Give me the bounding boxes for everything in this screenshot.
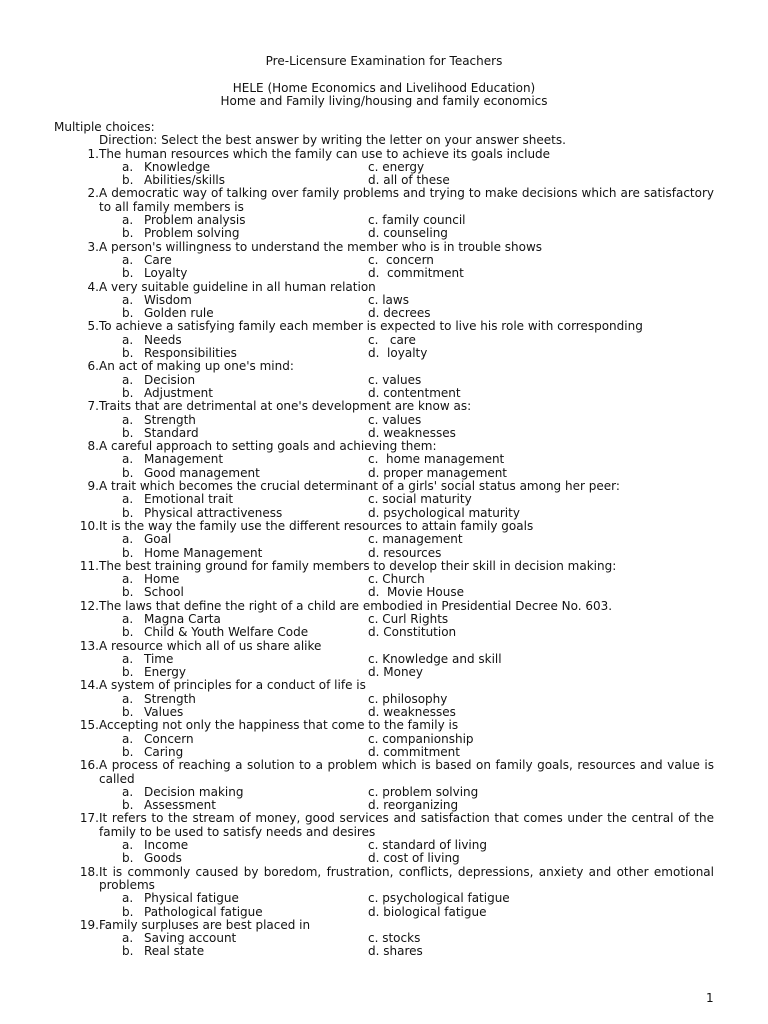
option-c: c. care [368,332,416,347]
option-a [122,533,368,546]
option-letter: b. [122,346,134,361]
option-text: Time [144,651,174,666]
option-letter: a. [122,572,134,587]
option-b [122,267,368,280]
option-d: d. weaknesses [368,705,456,720]
option-text: Abilities/skills [144,173,225,188]
answer-options [0,453,768,480]
option-a [122,733,368,746]
question-stem [0,360,768,373]
option-text: Pathological fatigue [144,904,263,919]
option-text: Good management [144,465,260,480]
option-letter: a. [122,332,134,347]
option-letter: a. [122,838,134,853]
option-letter: b. [122,798,134,813]
question-item [0,241,768,281]
question-number: 11. [79,558,99,573]
option-d: d. proper management [368,465,508,480]
option-text: Home Management [144,545,263,560]
question-stem [0,919,768,932]
option-d: d. psychological maturity [368,505,520,520]
question-stem [0,400,768,413]
question-text: The laws that define the right of a child are embodied in Presidential Decree No. 603. [99,598,613,613]
option-a [122,693,368,706]
option-a [122,161,368,174]
option-c: c. standard of living [368,838,487,853]
option-letter: b. [122,226,134,241]
page-number: 1 [706,991,714,1005]
question-item [0,400,768,440]
question-text: It is the way the family use the different resources to attain family goals [99,518,534,533]
option-text: Values [144,705,184,720]
option-a [122,892,368,905]
question-text: Traits that are detrimental at one's development are know as: [99,399,472,414]
question-item [0,320,768,360]
question-stem [0,241,768,254]
question-text: A resource which all of us share alike [99,638,322,653]
option-b [122,706,368,719]
question-stem [0,866,768,893]
option-text: Management [144,452,224,467]
question-text: A system of principles for a conduct of life is [99,678,366,693]
option-text: Strength [144,691,196,706]
question-number: 18. [79,864,99,879]
option-letter: b. [122,465,134,480]
question-text: It refers to the stream of money, good services and satisfaction that comes under the central of the family to be used to satisfy needs and desires [99,811,714,839]
answer-options [0,932,768,959]
option-text: Real state [144,944,205,959]
question-stem [0,679,768,692]
option-b [122,906,368,919]
option-letter: a. [122,492,134,507]
option-b [122,547,368,560]
answer-options [0,693,768,720]
option-letter: a. [122,611,134,626]
option-c: c. concern [368,252,434,267]
option-letter: b. [122,665,134,680]
option-text: Goods [144,851,182,866]
option-b [122,666,368,679]
question-stem [0,640,768,653]
answer-options [0,493,768,520]
question-text: The human resources which the family can use to achieve its goals include [99,146,551,161]
answer-options [0,414,768,441]
option-letter: b. [122,904,134,919]
question-stem [0,600,768,613]
question-text: A process of reaching a solution to a problem which is based on family goals, resources and value is called [99,758,714,786]
option-letter: b. [122,705,134,720]
option-text: Emotional trait [144,492,234,507]
question-item [0,719,768,759]
option-c: c. Curl Rights [368,611,449,626]
option-c: c. management [368,532,463,547]
question-number: 9. [87,479,99,494]
option-text: Magna Carta [144,611,221,626]
option-letter: a. [122,891,134,906]
option-d: d. resources [368,545,442,560]
question-text: A democratic way of talking over family problems and trying to make decisions which are satisfactory to all family members is [99,186,714,214]
option-text: Decision [144,372,196,387]
option-a [122,493,368,506]
question-number: 14. [79,678,99,693]
questions-container [0,148,768,959]
option-letter: a. [122,452,134,467]
option-c: c. Knowledge and skill [368,651,502,666]
question-number: 15. [79,718,99,733]
option-b [122,467,368,480]
option-text: Physical fatigue [144,891,239,906]
option-d: d. contentment [368,385,461,400]
option-letter: a. [122,532,134,547]
question-text: To achieve a satisfying family each member is expected to live his role with corresponding [99,319,643,334]
option-letter: b. [122,851,134,866]
question-item [0,759,768,812]
option-b [122,507,368,520]
option-a [122,294,368,307]
option-d: d. counseling [368,226,448,241]
option-letter: b. [122,173,134,188]
option-letter: b. [122,505,134,520]
question-item [0,640,768,680]
option-c: c. values [368,372,422,387]
option-c: c. psychological fatigue [368,891,510,906]
option-letter: b. [122,306,134,321]
option-b [122,852,368,865]
question-item [0,866,768,919]
option-letter: a. [122,159,134,174]
question-item [0,812,768,865]
option-c: c. home management [368,452,505,467]
question-number: 1. [87,146,99,161]
answer-options [0,533,768,560]
option-text: Needs [144,332,182,347]
option-letter: a. [122,372,134,387]
option-b [122,945,368,958]
option-letter: a. [122,412,134,427]
question-number: 4. [87,279,99,294]
question-number: 13. [79,638,99,653]
question-stem [0,320,768,333]
question-stem [0,719,768,732]
question-number: 6. [87,359,99,374]
option-b [122,427,368,440]
answer-options [0,161,768,188]
option-text: Knowledge [144,159,210,174]
option-c: c. Church [368,572,425,587]
question-text: An act of making up one's mind: [99,359,294,374]
question-number: 7. [87,399,99,414]
option-a [122,613,368,626]
option-text: Wisdom [144,292,192,307]
option-text: Care [144,252,172,267]
option-c: c. energy [368,159,425,174]
option-a [122,653,368,666]
exam-title: Pre-Licensure Examination for Teachers [265,54,503,68]
option-d: d. weaknesses [368,425,456,440]
question-number: 3. [87,239,99,254]
option-a [122,932,368,945]
direction-text: Direction: Select the best answer by writing the letter on your answer sheets. [99,133,566,148]
option-b [122,227,368,240]
option-letter: b. [122,625,134,640]
option-letter: a. [122,931,134,946]
option-b [122,799,368,812]
question-stem [0,148,768,161]
question-stem [0,480,768,493]
option-text: Strength [144,412,196,427]
question-stem [0,281,768,294]
section-title: Multiple choices: [54,120,155,134]
option-letter: b. [122,944,134,959]
option-d: d. decrees [368,306,431,321]
option-d: d. cost of living [368,851,460,866]
option-b [122,307,368,320]
question-stem [0,759,768,786]
option-c: c. companionship [368,731,474,746]
option-a [122,573,368,586]
question-number: 10. [79,518,99,533]
question-number: 2. [87,186,99,201]
option-a [122,254,368,267]
answer-options [0,334,768,361]
question-text: A careful approach to setting goals and achieving them: [99,439,437,454]
question-text: A person's willingness to understand the member who is in trouble shows [99,239,543,254]
question-text: It is commonly caused by boredom, frustration, conflicts, depressions, anxiety and other emotional problems [99,864,714,892]
answer-options [0,254,768,281]
option-letter: b. [122,425,134,440]
question-number: 8. [87,439,99,454]
question-text: The best training ground for family members to develop their skill in decision making: [99,558,617,573]
option-text: Home [144,572,180,587]
question-number: 19. [79,917,99,932]
question-text: A very suitable guideline in all human relation [99,279,376,294]
option-c: c. problem solving [368,784,479,799]
option-text: Loyalty [144,266,188,281]
question-number: 12. [79,598,99,613]
option-letter: a. [122,213,134,228]
option-a [122,414,368,427]
option-d: d. Money [368,665,424,680]
option-text: Income [144,838,189,853]
option-letter: a. [122,252,134,267]
option-d: d. biological fatigue [368,904,487,919]
option-b [122,347,368,360]
option-c: c. values [368,412,422,427]
question-item [0,148,768,188]
option-text: Problem solving [144,226,240,241]
option-b [122,174,368,187]
option-c: c. family council [368,213,466,228]
answer-options [0,573,768,600]
option-text: Adjustment [144,385,213,400]
question-number: 5. [87,319,99,334]
answer-options [0,214,768,241]
question-item [0,360,768,400]
option-d: d. shares [368,944,423,959]
option-letter: a. [122,651,134,666]
option-text: Standard [144,425,199,440]
option-a [122,334,368,347]
question-stem [0,520,768,533]
option-text: Concern [144,731,194,746]
option-letter: b. [122,545,134,560]
option-letter: b. [122,266,134,281]
answer-options [0,294,768,321]
question-item [0,679,768,719]
question-number: 17. [79,811,99,826]
option-letter: a. [122,731,134,746]
answer-options [0,733,768,760]
option-text: Responsibilities [144,346,237,361]
option-text: Decision making [144,784,244,799]
option-d: d. reorganizing [368,798,459,813]
question-item [0,919,768,959]
header-gap [0,68,768,81]
answer-options [0,653,768,680]
option-d: d. Constitution [368,625,457,640]
question-item [0,440,768,480]
question-text: A trait which becomes the crucial determinant of a girls' social status among her peer: [99,479,620,494]
option-letter: a. [122,691,134,706]
option-letter: b. [122,744,134,759]
option-a [122,839,368,852]
question-item [0,520,768,560]
option-text: Assessment [144,798,216,813]
option-c: c. laws [368,292,409,307]
option-text: Caring [144,744,184,759]
answer-options [0,786,768,813]
question-stem [0,812,768,839]
question-text: Accepting not only the happiness that come to the family is [99,718,459,733]
option-letter: a. [122,784,134,799]
question-item [0,480,768,520]
question-number: 16. [79,758,99,773]
question-stem [0,187,768,214]
option-letter: b. [122,385,134,400]
subject-title: HELE (Home Economics and Livelihood Education) [232,80,536,95]
option-d: d. commitment [368,266,464,281]
option-a [122,374,368,387]
option-letter: b. [122,585,134,600]
question-text: Family surpluses are best placed in [99,917,311,932]
question-item [0,600,768,640]
answer-options [0,374,768,401]
question-item [0,187,768,240]
option-b [122,586,368,599]
option-text: Saving account [144,931,237,946]
option-text: Energy [144,665,187,680]
document-header [0,55,768,108]
option-c: c. philosophy [368,691,448,706]
option-a [122,453,368,466]
option-c: c. stocks [368,931,421,946]
option-d: d. Movie House [368,585,464,600]
question-stem [0,560,768,573]
option-b [122,746,368,759]
option-text: School [144,585,184,600]
option-a [122,214,368,227]
question-list [0,121,768,959]
option-b [122,626,368,639]
question-item [0,281,768,321]
answer-options [0,892,768,919]
option-text: Golden rule [144,306,214,321]
option-text: Problem analysis [144,213,246,228]
option-c: c. social maturity [368,492,472,507]
option-d: d. commitment [368,744,460,759]
option-d: d. all of these [368,173,450,188]
option-text: Child & Youth Welfare Code [144,625,309,640]
question-item [0,560,768,600]
option-b [122,387,368,400]
option-a [122,786,368,799]
topic-title: Home and Family living/housing and family economics [220,93,548,108]
option-text: Goal [144,532,172,547]
option-d: d. loyalty [368,346,428,361]
answer-options [0,839,768,866]
option-text: Physical attractiveness [144,505,283,520]
answer-options [0,613,768,640]
question-stem [0,440,768,453]
option-letter: a. [122,292,134,307]
